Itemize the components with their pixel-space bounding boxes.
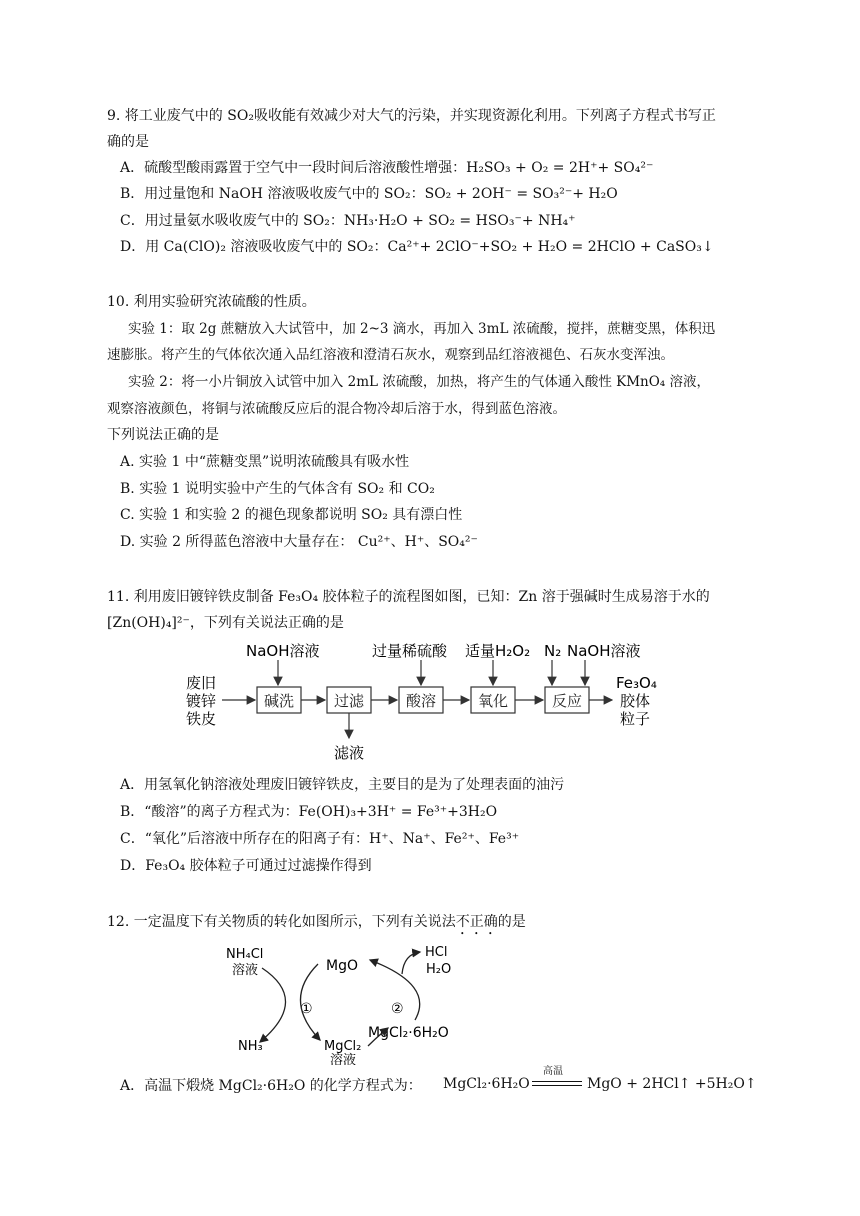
q10-option-b: B. 实验 1 说明实验中产生的气体含有 SO₂ 和 CO₂ [120,481,435,497]
cycle-mgcl2-hydrate: MgCl₂·6H₂O [368,1025,449,1041]
q12-equation-left: MgCl₂·6H₂O [443,1076,530,1092]
q10-question: 下列说法正确的是 [107,427,219,443]
cycle-nh4cl-sol: 溶液 [232,963,259,978]
flow-reagent-h2o2: 适量H₂O₂ [465,642,531,660]
q12-stem-pre: 12. 一定温度下有关物质的转化如图所示，下列有关说法 [107,914,456,930]
q12-equation-condition: 高温 [543,1066,563,1077]
flow-step-1: 碱洗 [264,692,295,710]
flow-reagent-n2: N₂ [544,642,562,660]
cycle-nh3: NH₃ [238,1039,263,1054]
q11-option-c: C．“氧化”后溶液中所存在的阳离子有：H⁺、Na⁺、Fe²⁺、Fe³⁺ [120,831,520,847]
q12-equation-right: MgO + 2HCl↑ +5H₂O↑ [587,1076,757,1092]
cycle-step-1: ① [300,1001,313,1017]
flow-start-label-1: 废旧 [186,674,217,692]
flow-start-label-3: 铁皮 [186,710,217,728]
flow-filtrate: 滤液 [334,744,365,762]
q12-cycle-diagram [220,940,480,1065]
q11-stem-line1: 11. 利用废旧镀锌铁皮制备 Fe₃O₄ 胶体粒子的流程图如图，已知：Zn 溶于强碱时生成易溶于水的 [107,589,710,605]
flow-start-label-2: 镀锌 [186,692,217,710]
cycle-nh4cl: NH₄Cl [226,947,264,962]
flow-step-5: 反应 [552,692,583,710]
q9-option-a: A．硫酸型酸雨露置于空气中一段时间后溶液酸性增强：H₂SO₃ + O₂ = 2H⁺+ SO₄²⁻ [120,160,654,176]
q10-exp1-line1: 实验 1：取 2g 蔗糖放入大试管中，加 2~3 滴水，再加入 3mL 浓硫酸，搅拌，蔗糖变黑，体积迅 [128,321,716,337]
q9-option-c: C．用过量氨水吸收废气中的 SO₂：NH₃·H₂O + SO₂ = HSO₃⁻+ NH₄⁺ [120,213,576,229]
flow-step-2: 过滤 [334,692,365,710]
flow-product-1: Fe₃O₄ [616,674,657,692]
flow-product-2: 胶体 [620,692,651,710]
q9-option-b: B．用过量饱和 NaOH 溶液吸收废气中的 SO₂：SO₂ + 2OH⁻ = SO₃²⁻+ H₂O [120,186,618,202]
q10-option-a: A. 实验 1 中“蔗糖变黑”说明浓硫酸具有吸水性 [120,454,410,470]
q9-option-d: D．用 Ca(ClO)₂ 溶液吸收废气中的 SO₂：Ca²⁺+ 2ClO⁻+SO₂ + H₂O = 2HClO + CaSO₃↓ [120,239,714,255]
cycle-mgo: MgO [326,958,358,974]
flow-reagent-naoh: NaOH溶液 [246,642,320,660]
q12-option-a [120,1076,422,1096]
q9-stem-line1: 9. 将工业废气中的 SO₂吸收能有效减少对大气的污染，并实现资源化利用。下列离子方程式书写正 [107,108,716,124]
flow-step-4: 氧化 [478,692,509,710]
q11-flowchart [180,638,680,768]
flow-product-3: 粒子 [620,710,651,728]
q12-stem-post: 的是 [497,914,526,930]
q11-stem-line2: [Zn(OH)₄]²⁻，下列有关说法正确的是 [107,615,344,631]
cycle-mgcl2: MgCl₂ [324,1039,362,1054]
q10-option-d: D. 实验 2 所得蓝色溶液中大量存在： Cu²⁺、H⁺、SO₄²⁻ [120,534,478,550]
q12-option-a-text: A．高温下煅烧 MgCl₂·6H₂O 的化学方程式为： [120,1078,422,1094]
q11-option-b: B．“酸溶”的离子方程式为：Fe(OH)₃+3H⁺ = Fe³⁺+3H₂O [120,804,498,820]
cycle-step-2: ② [391,1001,404,1017]
flow-reagent-acid: 过量稀硫酸 [372,642,448,660]
q10-exp2-line1: 实验 2：将一小片铜放入试管中加入 2mL 浓硫酸，加热，将产生的气体通入酸性 KMnO₄ 溶液， [128,374,710,390]
q10-exp1-line2: 速膨胀。将产生的气体依次通入品红溶液和澄清石灰水，观察到品红溶液褪色、石灰水变浑浊。 [107,347,674,363]
q9-stem-line2: 确的是 [107,134,149,150]
q10-option-c: C. 实验 1 和实验 2 的褪色现象都说明 SO₂ 具有漂白性 [120,507,463,523]
q10-exp2-line2: 观察溶液颜色，将铜与浓硫酸反应后的混合物冷却后溶于水，得到蓝色溶液。 [107,401,566,417]
cycle-h2o: H₂O [426,962,452,977]
cycle-hcl: HCl [425,945,448,960]
q12-equation-sign [532,1081,582,1086]
q11-option-d: D．Fe₃O₄ 胶体粒子可通过过滤操作得到 [120,858,372,874]
flow-reagent-naoh2: NaOH溶液 [567,642,641,660]
q12-stem-emphasis: 不正确 [455,914,498,930]
q12-stem [107,912,526,938]
cycle-mgcl2-sol: 溶液 [330,1053,357,1065]
flow-step-3: 酸溶 [406,692,437,710]
q10-stem: 10. 利用实验研究浓硫酸的性质。 [107,294,316,310]
q11-option-a: A．用氢氧化钠溶液处理废旧镀锌铁皮，主要目的是为了处理表面的油污 [120,777,565,793]
